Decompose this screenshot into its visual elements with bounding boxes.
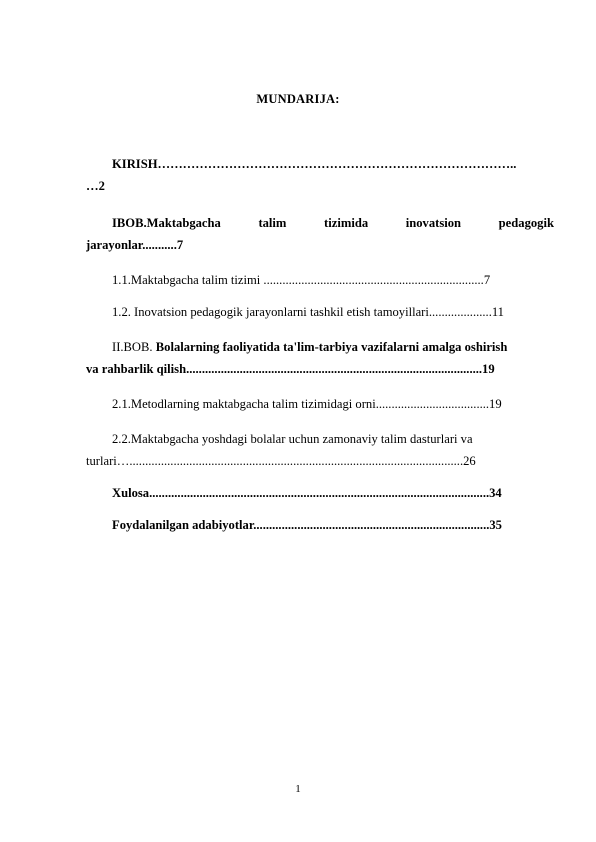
toc-line xyxy=(86,336,554,358)
page-number: 1 xyxy=(295,783,301,795)
toc-word: IBOB.Maktabgacha xyxy=(112,216,221,230)
toc-word: talim xyxy=(258,216,287,230)
toc-line: 2.2.Maktabgacha yoshdagi bolalar uchun zamonaviy talim dasturlari va xyxy=(112,432,473,446)
toc-entry-1-2[interactable] xyxy=(86,301,554,323)
toc-word: inovatsion xyxy=(405,216,462,230)
toc-entry-adabiyot[interactable] xyxy=(86,514,554,536)
toc-line: Xulosa............................................................................................................34 xyxy=(112,486,502,500)
toc-entry-bob1[interactable] xyxy=(86,212,554,256)
toc-line: jarayonlar...........7 xyxy=(86,238,184,252)
toc-entry-kirish[interactable] xyxy=(86,153,554,197)
toc-bob-label: II.BOB. xyxy=(112,340,153,354)
toc-bob-title: Bolalarning faoliyatida ta'lim-tarbiya vazifalarni amalga oshirish xyxy=(152,340,508,354)
toc-line: Foydalanilgan adabiyotlar...........................................................................35 xyxy=(112,518,502,532)
toc-entry-1-1[interactable] xyxy=(86,269,554,291)
toc-entry-xulosa[interactable] xyxy=(86,482,554,504)
toc-line: 1.1.Maktabgacha talim tizimi ......................................................................7 xyxy=(112,273,491,287)
toc-line: 1.2. Inovatsion pedagogik jarayonlarni tashkil etish tamoyillari....................11 xyxy=(112,305,504,319)
toc-entry-bob2[interactable] xyxy=(86,336,554,380)
toc-line-justified xyxy=(86,212,554,234)
toc-line: KIRISH………………………………………………………………………….. xyxy=(112,157,517,171)
toc-line: turlari…..........................................................................................................26 xyxy=(86,454,476,468)
toc-line: 2.1.Metodlarning maktabgacha talim tizimidagi orni....................................19 xyxy=(112,397,502,411)
toc-line: va rahbarlik qilish..............................................................................................19 xyxy=(86,362,495,376)
toc-line: …2 xyxy=(86,179,105,193)
toc-word: tizimida xyxy=(324,216,369,230)
toc-word: pedagogik xyxy=(498,216,554,230)
page-title: MUNDARIJA: xyxy=(256,92,340,106)
toc-entry-2-1[interactable] xyxy=(86,393,554,415)
toc-entry-2-2[interactable] xyxy=(86,428,554,472)
